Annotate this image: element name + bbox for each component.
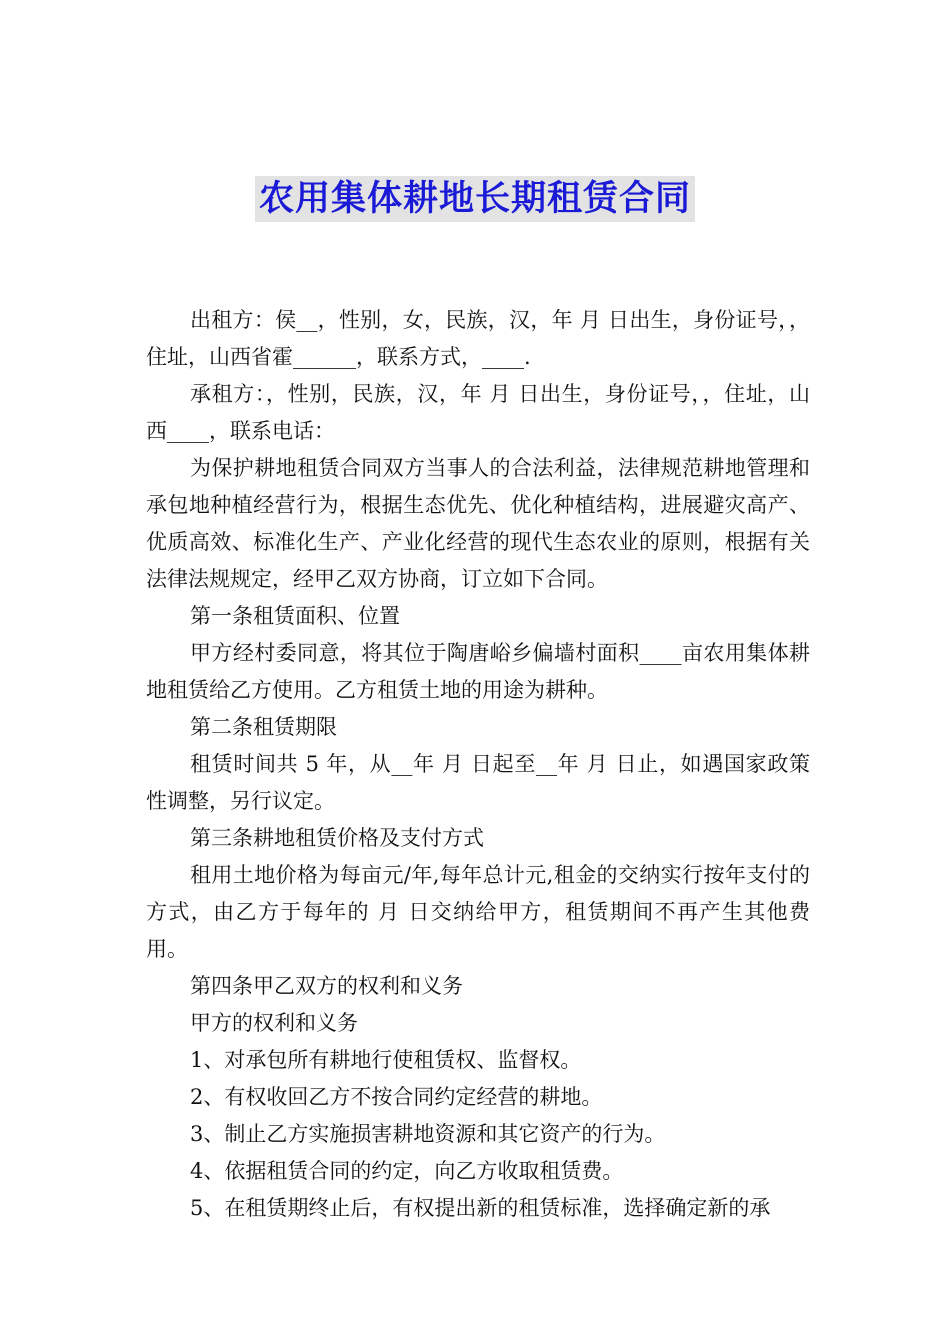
lessor-paragraph: 出租方：侯__，性别，女，民族，汉，年 月 日出生，身份证号，，住址，山西省霍______，联系方式，____. [146, 308, 810, 369]
article-4-heading: 第四条甲乙双方的权利和义务 [190, 974, 463, 998]
article-1-heading: 第一条租赁面积、位置 [190, 604, 400, 628]
lessee-paragraph: 承租方：，性别，民族，汉，年 月 日出生，身份证号，，住址，山西____，联系电话： [146, 382, 810, 443]
title-container [0, 176, 950, 222]
list-item: 3、制止乙方实施损害耕地资源和其它资产的行为。 [190, 1122, 666, 1146]
article-1-text: 甲方经村委同意，将其位于陶唐峪乡偏墙村面积____亩农用集体耕地租赁给乙方使用。乙方租赁土地的用途为耕种。 [146, 641, 810, 702]
list-item: 1、对承包所有耕地行使租赁权、监督权。 [190, 1048, 582, 1072]
list-item: 5、在租赁期终止后，有权提出新的租赁标准，选择确定新的承 [190, 1196, 771, 1220]
document-title: 农用集体耕地长期租赁合同 [255, 176, 695, 222]
list-item: 4、依据租赁合同的约定，向乙方收取租赁费。 [190, 1159, 624, 1183]
article-3-heading: 第三条耕地租赁价格及支付方式 [190, 826, 484, 850]
party-a-rights-heading: 甲方的权利和义务 [190, 1011, 358, 1035]
article-3-text: 租用土地价格为每亩元/年,每年总计元,租金的交纳实行按年支付的方式，由乙方于每年的 月 日交纳给甲方，租赁期间不再产生其他费用。 [146, 863, 810, 961]
list-item: 2、有权收回乙方不按合同约定经营的耕地。 [190, 1085, 603, 1109]
preamble-paragraph: 为保护耕地租赁合同双方当事人的合法利益，法律规范耕地管理和承包地种植经营行为，根据生态优先、优化种植结构，进展避灾高产、优质高效、标准化生产、产业化经营的现代生态农业的原则，根据有关法律法规规定，经甲乙双方协商，订立如下合同。 [146, 456, 810, 591]
article-2-heading: 第二条租赁期限 [190, 715, 337, 739]
article-2-text: 租赁时间共 5 年，从__年 月 日起至__年 月 日止，如遇国家政策性调整，另行议定。 [146, 752, 810, 813]
document-body [146, 302, 810, 1227]
